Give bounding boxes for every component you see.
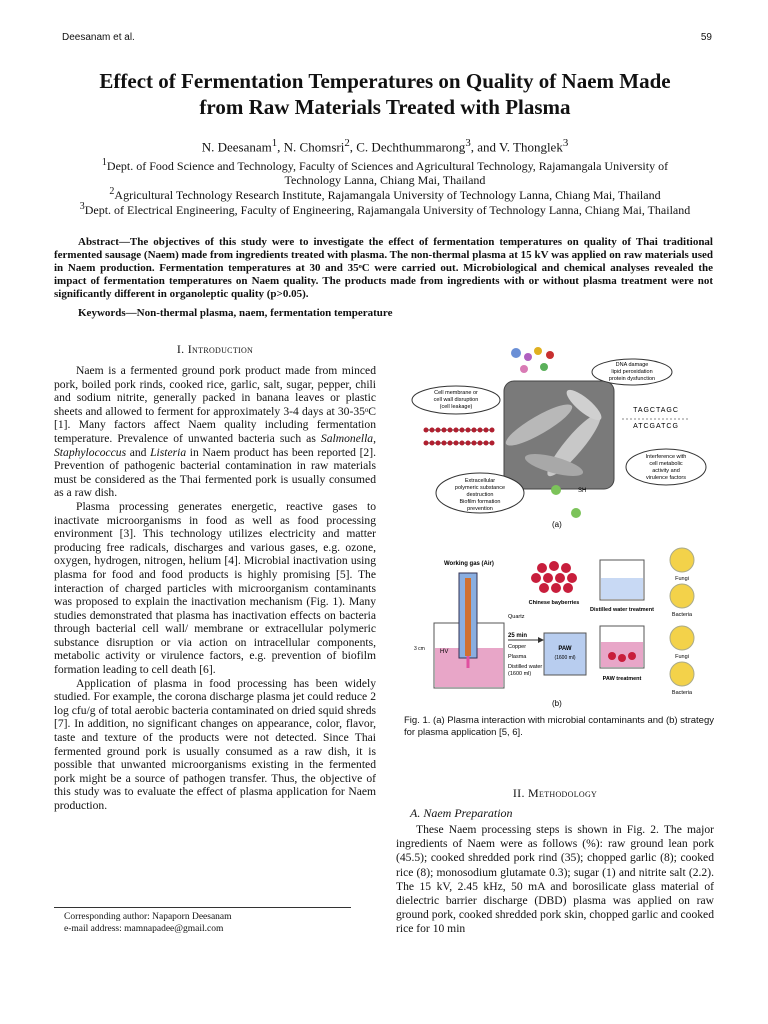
label-text: cell metabolic [649,461,683,467]
italic-term: Listeria [150,445,187,459]
author-affil-mark: 2 [344,137,350,149]
particle-icon [540,363,548,371]
text-run: in Naem product has been reported [2]. Prevention of pathogenic bacterial contamination in raw materials must be considered as the Thai fermented pork is usually consumed as a raw dish. [54,445,376,500]
label-text: Biofilm formation [459,499,501,505]
text-run: , [373,431,376,445]
molecule-icon [551,485,561,495]
author-name: V. Thonglek [499,139,563,155]
author-conjunction: and [477,139,497,155]
author-name: N. Deesanam [201,139,272,155]
sh-label: SH [578,488,587,494]
copper-electrode-icon [465,578,471,656]
label-text: virulence factors [645,475,687,481]
label-fungi: Fungi [675,654,689,660]
abstract: Abstract—The objectives of this study were to investigate the effect of fermentation temperatures on quality of Thai traditional fermented sausage (Naem) made from ingredients treated with plasma. The non-thermal plasma at 15 kV was applied on raw materials used in Naem production. Fermentation temperatures at 30 and 35ᵒC were carried out. Microbiological and chemical analyses revealed the impact of fermentation temperatures on Naem quality. The products made from ingredients with or without plasma treatment were not significantly different in organoleptic quality (p>0.05). [54,236,713,300]
affil-text: Dept. of Food Science and Technology, Faculty of Sciences and Agricultural Technology, Rajamangala University of [106,159,669,173]
figure-part-label-a: (a) [552,520,562,529]
paper-title [40,68,730,120]
label-dw-treatment: Distilled water treatment [590,607,654,613]
italic-term: Salmonella [320,431,374,445]
particle-icon [524,353,532,361]
label-fungi: Fungi [675,576,689,582]
subsection-heading-naem-preparation: A. Naem Preparation [410,806,513,820]
particle-icon [511,348,521,358]
label-text: (cell leakage) [439,404,473,410]
label-text: DNA damage [615,362,649,368]
label-plasma: Plasma [508,654,527,660]
bayberries-icon [531,561,577,593]
label-text: Cell membrane or [434,390,478,396]
label-bacteria: Bacteria [671,612,693,618]
author-list: N. Deesanam$^1$, N. Chomsri$^2$, C. Dechthummarong$^3$, and V. Thonglek$^3$ [201,137,569,155]
title-line-1: Effect of Fermentation Temperatures on Quality of Naem Made [99,69,671,93]
label-text: prevention [467,506,493,512]
label-text: lipid peroxidation [611,369,653,375]
petri-dish-fungi-icon [670,626,694,650]
intro-paragraph-2: Plasma processing generates energetic, reactive gases to inactivate microorganisms in food as well as food processing environment [3]. This technology utilizes electricity and matter producing free radicals, discharges and various gases, e.g. ozone, oxygen, hydrogen, nitrogen, helium [4]. Microbial inactivation using plasma for food and food products is highly promising [5]. The interaction of charged particles with microorganism contaminants was proposed to explain the inactivation mechanism (Fig. 1). Many studies demonstrated that plasma has inactivation effects on bacteria through bacterial cell wall/ membrane or extracellular polymeric substance disruption or via action on intracellular components, metabolic activity or virulence factors, e.g. prevention of biofilm formation leading to cell death [6]. [54,499,376,677]
running-header [62,32,712,43]
paw-beaker-icon [544,633,586,675]
molecule-icon [571,508,581,518]
label-bayberries: Chinese bayberries [528,600,580,606]
figure-1a-plasma-interaction [404,345,714,530]
figure-1-caption: Fig. 1. (a) Plasma interaction with microbial contaminants and (b) strategy for plasma application [5, 6]. [404,715,714,738]
author-affil-mark: 1 [271,137,278,149]
figure-part-label-b: (b) [552,699,562,708]
label-copper: Copper [508,644,527,650]
intro-paragraph-3: Application of plasma in food processing has been widely studied. For example, the corona discharge plasma jet could reduce 2 log cfu/g of total aerobic bacteria contaminated on dried squid shreds [7]. In addition, no significant changes on appearance, color, flavor, taste and texture of the products were not detected. Since Thai fermented ground pork is usually consumed as a raw dish, it is possible that unwanted microorganisms existing in the fermented pork might be a source of pathogen transfer. Thus, the objective of this study was to evaluate the effect of plasma application for Naem production. [54,676,376,812]
affil-text-cont: Technology Lanna, Chiang Mai, Thailand [284,173,486,187]
label-working-gas: Working gas (Air) [444,561,494,567]
petri-dish-fungi-icon [670,548,694,572]
affil-text: Agricultural Technology Research Institute, Rajamangala University of Technology Lanna, Chiang Mai, Thailand [114,188,661,202]
label-distilled-water: Distilled water [508,664,543,670]
introduction-body [54,364,376,813]
label-text: polymeric substance [454,485,506,491]
label-quartz: Quartz [508,614,525,620]
particle-icon [520,365,528,373]
figure-1b-plasma-application [404,538,714,710]
label-3cm: 3 cm [414,646,425,652]
label-volume: (1600 ml) [508,671,532,677]
label-paw: PAW [558,646,572,652]
label-text: Interference with [645,454,687,460]
affiliation-3 [40,200,730,217]
italic-term: Staphylococcus [54,445,127,459]
membrane-bilayer-icon [424,428,495,446]
dna-sequence-top: TAGCTAGC [633,407,679,414]
page-number: 59 [700,32,712,43]
water-fill [601,578,643,599]
dna-sequence-bottom: ATCGATCG [633,423,679,430]
particle-icon [534,347,542,355]
label-bacteria: Bacteria [671,690,693,696]
section-heading-introduction: I. Introduction [176,342,254,356]
title-line-2: from Raw Materials Treated with Plasma [199,95,571,119]
label-text: Extracellular [464,478,496,484]
author-affil-mark: 3 [465,137,471,149]
label-time: 25 min [508,633,528,639]
affil-mark: 1 [101,157,107,168]
affil-mark: 2 [109,186,115,197]
author-email: e-mail address: mamnapadee@gmail.com [64,924,224,934]
affiliation-1 [40,156,730,187]
section-heading-methodology: II. Methodology [512,786,598,800]
affil-mark: 3 [79,201,85,212]
footnote [64,911,232,935]
footnote-rule [54,907,351,908]
affil-text: Dept. of Electrical Engineering, Faculty of Engineering, Rajamangala University of Technology Lanna, Chiang Mai, Thailand [84,203,691,217]
author-name: C. Dechthummarong [356,139,466,155]
corresponding-author: Corresponding author: Napaporn Deesanam [64,912,232,922]
arrow-head-icon [538,637,544,643]
intro-paragraph-1 [54,364,376,500]
label-paw-volume: (1600 ml) [554,655,576,661]
author-affil-mark: 3 [562,137,569,149]
running-author: Deesanam et al. [62,32,135,43]
label-paw-treatment: PAW treatment [602,676,642,682]
text-run: Naem is a fermented ground pork product made from minced pork, boiled pork rinds, cooked rice, garlic, salt, sugar, pepper, chili and sodium nitrite, generally packed in banana leaves or plastic sheets and allowed to ferment for approximately 3-4 days at 30-35ᵒC [1]. Many factors affect Naem quality including fermentation temperature. Prevalence of unwanted bacteria such as [54,364,376,445]
methodology-paragraph: These Naem processing steps is shown in Fig. 2. The major ingredients of Naem were as follows (%): raw ground lean pork (45.5); cooked shredded pork rind (35); chopped garlic (8); cooked rice (8); monosodium glutamate 0.3); sugar (1) and nitrite salt (2.2). The 15 kV, 2.45 kHz, 50 mA and borosilicate glass material of dielectric barrier discharge (DBD) plasma was applied on raw ground pork, cooked shredded pork skin, chopped garlic and cooked rice for 10 min [396,823,714,936]
label-text: protein dysfunction [608,376,656,382]
text-run: and [126,445,151,459]
label-text: cell wall disruption [433,397,479,403]
author-name: N. Chomsri [283,139,345,155]
petri-dish-bacteria-icon [670,662,694,686]
particle-icon [546,351,554,359]
label-text: destruction [466,492,494,498]
label-text: activity and [652,468,680,474]
petri-dish-bacteria-icon [670,584,694,608]
label-hv: HV [440,649,449,655]
keywords: Keywords—Non-thermal plasma, naem, fermentation temperature [78,307,393,319]
